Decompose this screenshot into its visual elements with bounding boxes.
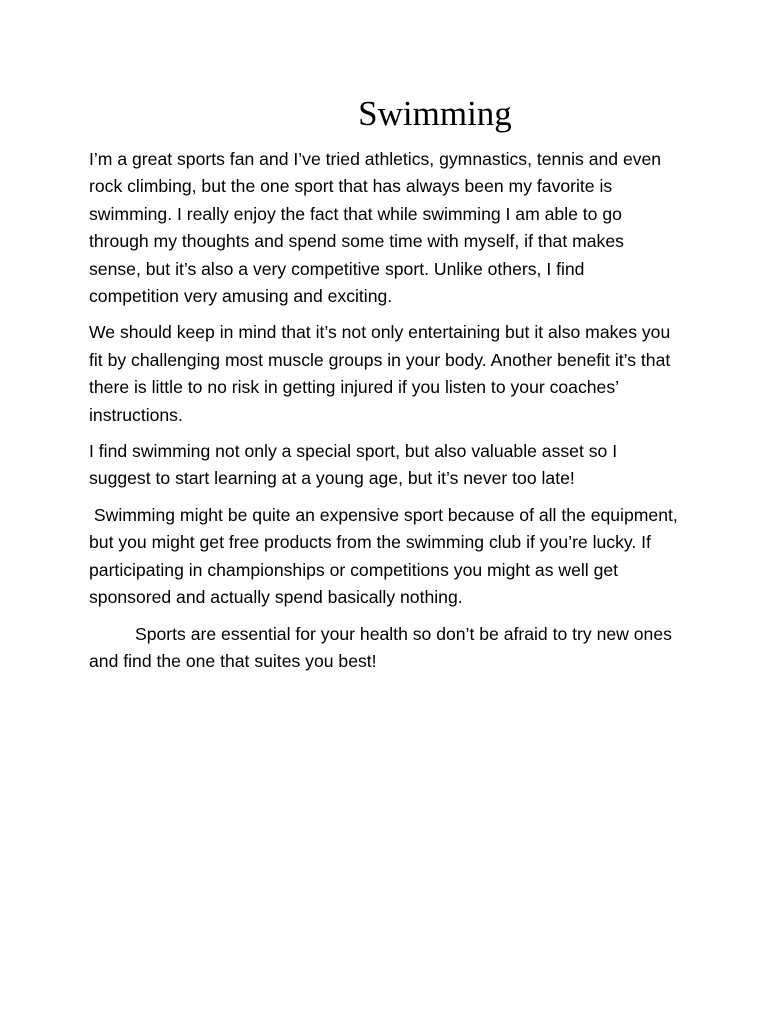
- paragraph-expenses: Swimming might be quite an expensive sport because of all the equipment, but you might get free products from the swimming club if you’re lucky. If participating in championships or competitions you might as well get sponsored and actually spend basically nothing.: [89, 504, 683, 608]
- paragraph-conclusion: Sports are essential for your health so don’t be afraid to try new ones and find the one that suites you best!: [89, 623, 672, 671]
- document-body: [89, 146, 683, 684]
- paragraph-fitness-benefits: We should keep in mind that it’s not only entertaining but it also makes you fit by challenging most muscle groups in your body. Another benefit it’s that there is little to no risk in getting injured if you listen to your coaches’ instructions.: [89, 322, 671, 425]
- paragraph-sports-fan: I’m a great sports fan and I’ve tried athletics, gymnastics, tennis and even rock climbing, but the one sport that has always been my favorite is swimming. I really enjoy the fact that while swimming I am able to go through my thoughts and spend some time with myself, if that makes sense, but it’s also a very competitive sport. Unlike others, I find competition very amusing and exciting.: [89, 149, 662, 307]
- document-title: Swimming: [358, 94, 512, 133]
- paragraph-start-young: I find swimming not only a special sport, but also valuable asset so I suggest to start learning at a young age, but it’s never too late!: [89, 441, 618, 489]
